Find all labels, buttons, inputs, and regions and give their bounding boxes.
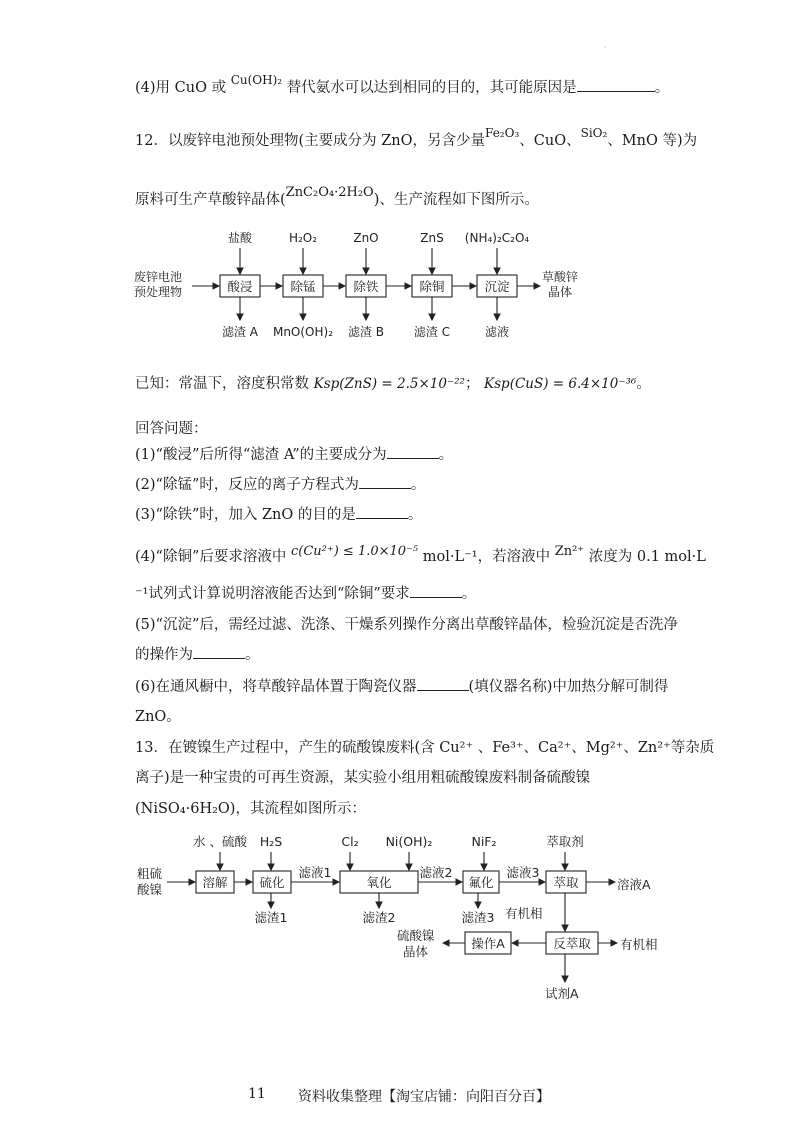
q13-link-filtrate3: 滤液3: [506, 865, 540, 880]
q12-reagent-h2o2: H₂O₂: [288, 231, 318, 245]
answer-blank: [417, 678, 469, 691]
q12-p2: [135, 473, 425, 494]
footer-text: 资料收集整理【淘宝店铺：向阳百分百】: [298, 1089, 550, 1105]
p4-period: 。: [461, 586, 477, 602]
q12-output-a: 滤渣 A: [221, 325, 259, 339]
q13-step-oxidation: 氧化: [366, 875, 392, 890]
q12-intro-line2: [135, 185, 539, 209]
q12-intro2-b: )、生产流程如下图所示。: [373, 192, 539, 208]
p1-period: 。: [438, 447, 454, 463]
q12-p1: [135, 443, 453, 464]
q12-step-label-2: 除锰: [290, 279, 316, 294]
p2-text: (2)“除锰”时，反应的离子方程式为: [135, 477, 359, 493]
q11-4-prefix: (4)用 CuO 或: [135, 80, 227, 96]
q12-intro-b: 、CuO、: [519, 133, 581, 149]
p4-zn-ion: Zn²⁺: [554, 544, 585, 559]
q12-output-b: 滤渣 B: [347, 325, 385, 339]
p2-period: 。: [410, 477, 426, 493]
scan-dot: ·: [604, 43, 607, 52]
page-number: 11: [248, 1086, 266, 1102]
ksp-zns: Ksp(ZnS) = 2.5×10⁻²²: [313, 376, 465, 392]
q13-reagent-cl2: Cl₂: [341, 834, 359, 849]
answer-blank: [410, 585, 462, 598]
q11-4-suffix: 替代氨水可以达到相同的目的，其可能原因是: [286, 80, 577, 96]
p3-period: 。: [407, 507, 423, 523]
q13-residue1: 滤渣1: [254, 910, 288, 925]
q13-residue3: 滤渣3: [461, 910, 495, 925]
q13-step-back-extraction: 反萃取: [553, 936, 591, 951]
q12-reagent-zns: ZnS: [420, 231, 444, 245]
q13-organic-phase: 有机相: [505, 906, 543, 921]
q12-source-2: 预处理物: [134, 285, 183, 299]
q12-intro2-a: 原料可生产草酸锌晶体(: [135, 192, 286, 208]
q12-known: [135, 372, 651, 393]
q13-solution-a: 溶液A: [617, 877, 651, 892]
ksp-cus: Ksp(CuS) = 6.4×10⁻³⁶: [484, 376, 637, 392]
q12-intro-line1: [135, 126, 698, 150]
q12-p5-cont: [135, 643, 260, 664]
q13-residue2: 滤渣2: [362, 910, 396, 925]
q13-step-operation-a: 操作A: [471, 936, 505, 951]
q13-step-sulfidation: 硫化: [259, 875, 285, 890]
q11-4-formula: Cu(OH)₂: [230, 73, 283, 87]
q12-product-2: 晶体: [548, 285, 573, 299]
q13-source-2: 酸镍: [137, 882, 163, 897]
p4-text-b: mol·L⁻¹，若溶液中: [422, 549, 551, 565]
known-text: 已知：常温下，溶度积常数: [135, 376, 309, 392]
answer-header: 回答问题：: [135, 421, 208, 437]
known-end: 。: [636, 376, 651, 392]
q13-reagent-a: 试剂A: [545, 986, 579, 1001]
q13-step-dissolve: 溶解: [202, 875, 228, 890]
q12-reagent-oxalate: (NH₄)₂C₂O₄: [464, 231, 530, 245]
q13-flow-diagram: [135, 830, 695, 1002]
q12-intro-c: 、MnO 等)为: [607, 133, 698, 149]
p4-formula: c(Cu²⁺) ≤ 1.0×10⁻⁵: [290, 544, 419, 559]
q12-p5: (5)“沉淀”后，需经过滤、洗涤、干燥系列操作分离出草酸锌晶体，检验沉淀是否洗净: [135, 617, 678, 633]
q13-link-filtrate1: 滤液1: [298, 865, 332, 880]
q12-p3: [135, 503, 422, 524]
answer-blank: [387, 446, 439, 459]
p5-text-b: 的操作为: [135, 647, 193, 663]
q12-output-mno: MnO(OH)₂: [272, 325, 334, 339]
q13-reagent-nif2: NiF₂: [471, 834, 497, 849]
q12-p6: [135, 675, 668, 696]
p3-text: (3)“除铁”时，加入 ZnO 的目的是: [135, 507, 356, 523]
q13-reagent-h2s: H₂S: [259, 834, 283, 849]
q12-flow-diagram: [130, 228, 600, 346]
answer-blank: [577, 79, 655, 92]
p6-text-a: (6)在通风橱中，将草酸锌晶体置于陶瓷仪器: [135, 679, 417, 695]
answer-blank: [356, 506, 408, 519]
q13-line2: 离子)是一种宝贵的可再生资源，某实验小组用粗硫酸镍废料制备硫酸镍: [135, 770, 591, 786]
p1-text: (1)“酸浸”后所得“滤渣 A”的主要成分为: [135, 447, 387, 463]
q11-4-end: 。: [654, 80, 670, 96]
q13-product-2: 晶体: [403, 944, 429, 959]
formula-sio2: SiO₂: [580, 126, 608, 140]
known-sep: ；: [464, 376, 480, 392]
q12-step-label-4: 除铜: [419, 279, 445, 294]
q12-output-c: 滤渣 C: [413, 325, 451, 339]
q12-intro-a: 12．以废锌电池预处理物(主要成分为 ZnO，另含少量: [135, 133, 486, 149]
q13-reagent-extractant: 萃取剂: [546, 834, 584, 849]
q13-reagent-water-acid: 水 、硫酸: [193, 834, 247, 849]
q13-line3: (NiSO₄·6H₂O)，其流程如图所示：: [135, 801, 366, 817]
formula-fe2o3: Fe₂O₃: [485, 126, 520, 140]
q13-organic-phase-2: 有机相: [620, 937, 658, 952]
q12-reagent-zno: ZnO: [353, 231, 379, 245]
q13-reagent-nioh2: Ni(OH)₂: [385, 834, 433, 849]
q12-step-label-5: 沉淀: [484, 279, 510, 294]
q12-step-label-1: 酸浸: [227, 279, 253, 294]
q12-step-label-3: 除铁: [353, 279, 379, 294]
q13-product-1: 硫酸镍: [397, 928, 435, 943]
q13-step-extraction: 萃取: [553, 875, 579, 890]
q13-link-filtrate2: 滤液2: [419, 865, 453, 880]
q12-source-1: 废锌电池: [134, 270, 183, 284]
p4-text-a: (4)“除铜”后要求溶液中: [135, 549, 287, 565]
q12-reagent-hcl: 盐酸: [227, 231, 253, 245]
q12-product-1: 草酸锌: [542, 270, 579, 284]
q13-step-fluorination: 氟化: [468, 875, 494, 890]
q13-line1: 13．在镀镍生产过程中，产生的硫酸镍废料(含 Cu²⁺ 、Fe³⁺、Ca²⁺、Mg²⁺、Zn²⁺等杂质: [135, 740, 715, 756]
p5-period: 。: [245, 647, 260, 663]
q12-p6-cont: ZnO。: [135, 709, 181, 725]
p4-text-c: 浓度为 0.1 mol·L: [588, 549, 706, 565]
q12-output-filtrate: 滤液: [484, 325, 510, 339]
p4-text-d: ⁻¹试列式计算说明溶液能否达到“除铜”要求: [135, 586, 410, 602]
p6-text-b: (填仪器名称)中加热分解可制得: [468, 679, 669, 695]
answer-blank: [359, 476, 411, 489]
q13-source-1: 粗硫: [137, 866, 163, 881]
q11-part4: [135, 73, 670, 97]
answer-blank: [193, 646, 245, 659]
formula-zinc-oxalate: ZnC₂O₄·2H₂O: [285, 185, 374, 200]
q12-p4: [135, 545, 706, 566]
q12-p4-cont: [135, 582, 476, 603]
